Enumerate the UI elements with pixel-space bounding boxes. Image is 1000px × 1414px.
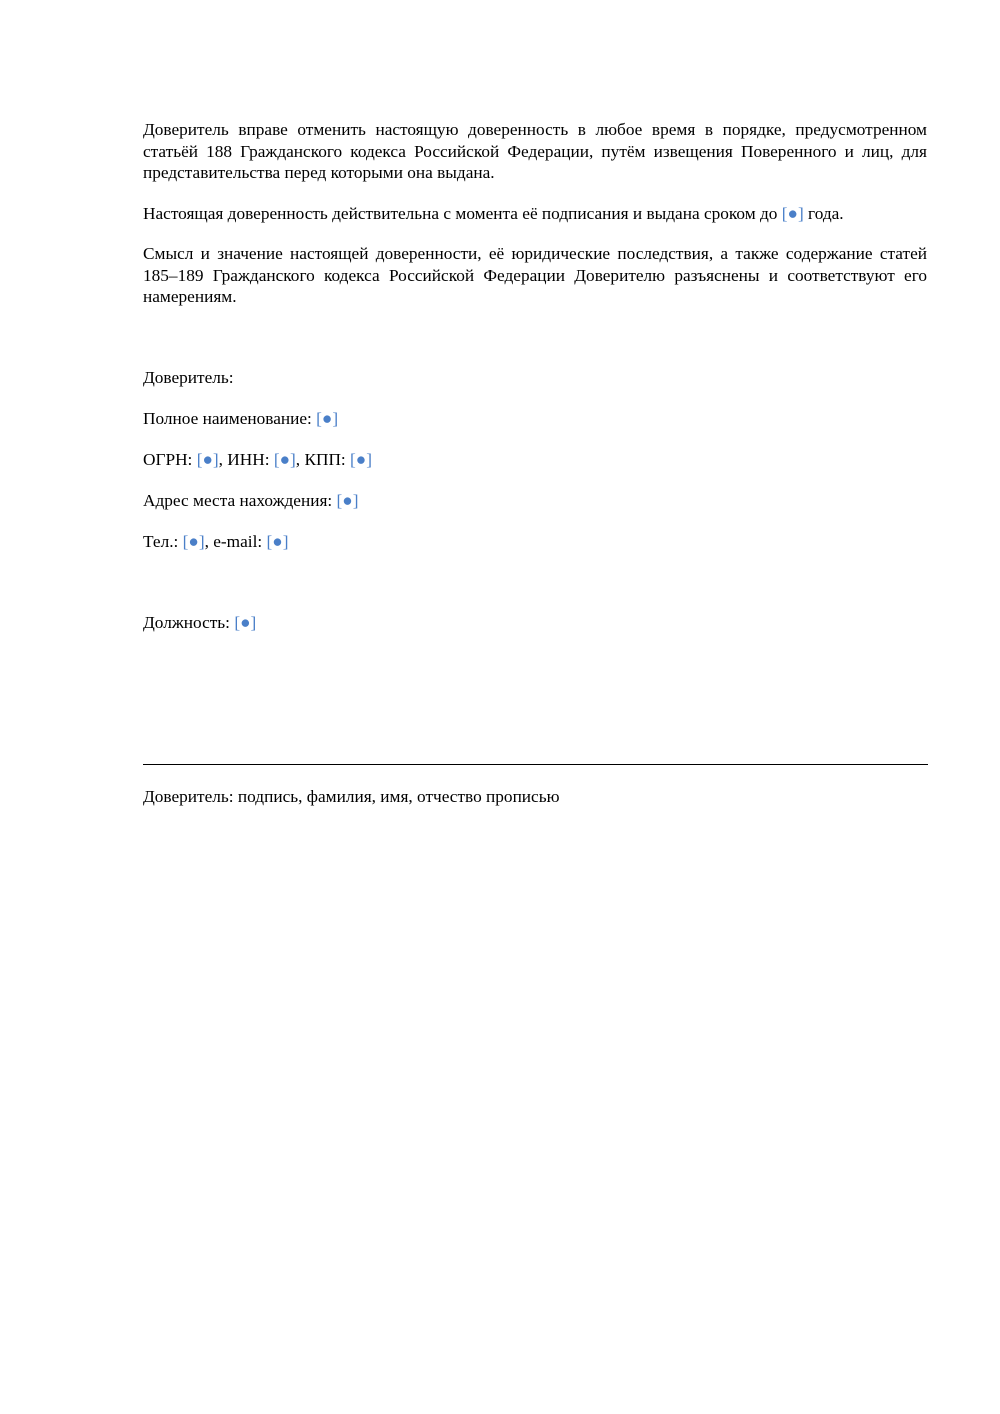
validity-text-end: года. (803, 203, 844, 223)
full-name-label: Полное наименование: (143, 408, 317, 428)
principal-heading: Доверитель: (143, 367, 234, 387)
address-line (143, 490, 927, 512)
ogrn-label: ОГРН: (143, 449, 197, 469)
inn-label: , ИНН: (218, 449, 274, 469)
phone-placeholder[interactable]: [●] (182, 531, 205, 551)
kpp-label: , КПП: (295, 449, 351, 469)
spacer (143, 572, 927, 612)
position-line (143, 612, 927, 634)
spacer (143, 327, 927, 367)
full-name-placeholder[interactable]: [●] (316, 408, 339, 428)
email-label: , e-mail: (204, 531, 267, 551)
ogrn-placeholder[interactable]: [●] (196, 449, 219, 469)
address-placeholder[interactable]: [●] (336, 490, 359, 510)
position-label: Должность: (143, 612, 235, 632)
registration-line (143, 449, 927, 471)
inn-placeholder[interactable]: [●] (273, 449, 296, 469)
explanation-paragraph: Смысл и значение настоящей доверенности, её юридические последствия, а также содержание статей 185–189 Гражданского кодекса Российской Федерации Доверителю разъяснены и соответствуют его намерениям. (143, 244, 927, 306)
signature-line (143, 764, 928, 765)
validity-text: Настоящая доверенность действительна с момента её подписания и выдана сроком до (143, 203, 782, 223)
validity-date-placeholder[interactable]: [●] (781, 203, 804, 223)
contacts-line (143, 531, 927, 553)
address-label: Адрес места нахождения: (143, 490, 337, 510)
revocation-paragraph: Доверитель вправе отменить настоящую доверенность в любое время в порядке, предусмотренном статьёй 188 Гражданского кодекса Российской Федерации, путём извещения Поверенного и лиц, для представительства перед которыми она выдана. (143, 120, 927, 182)
validity-paragraph (143, 203, 927, 225)
document-body (143, 119, 927, 653)
phone-label: Тел.: (143, 531, 183, 551)
kpp-placeholder[interactable]: [●] (350, 449, 372, 469)
email-placeholder[interactable]: [●] (266, 531, 289, 551)
full-name-line (143, 408, 927, 430)
signature-caption: Доверитель: подпись, фамилия, имя, отчество прописью (143, 787, 560, 806)
position-placeholder[interactable]: [●] (234, 612, 257, 632)
